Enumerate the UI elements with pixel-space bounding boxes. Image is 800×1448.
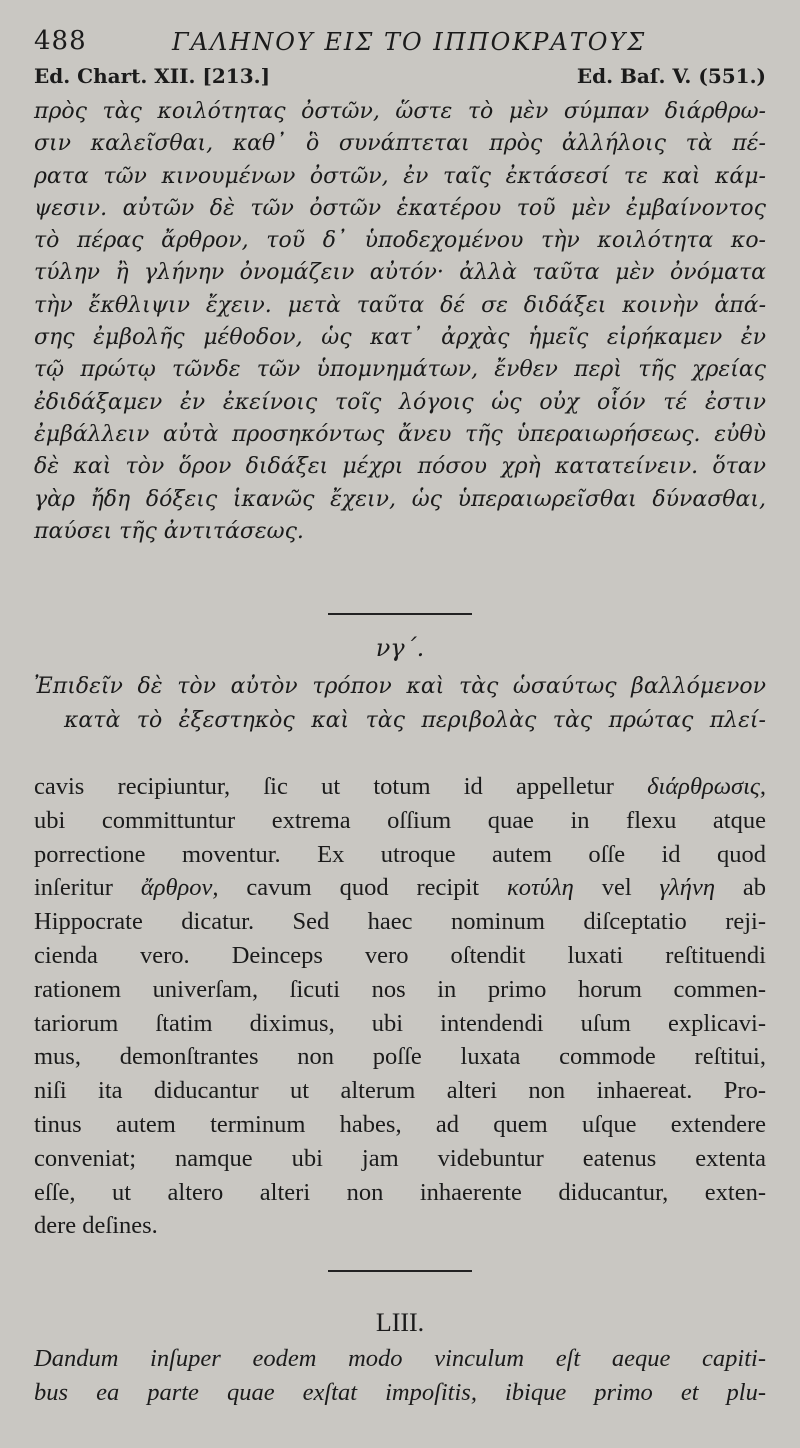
section-divider <box>328 613 472 615</box>
section-divider <box>328 1270 472 1272</box>
greek-line: σιν καλεῖσθαι, καθ᾽ ὃ συνάπτεται πρὸς ἀλλήλοις τὰ πέ- <box>34 131 766 157</box>
latin-line: tinus autem terminum habes, ad quem uſque extendere <box>34 1110 766 1138</box>
edition-reference-left: Ed. Chart. XII. [213.] <box>34 64 271 88</box>
latin-section-number: LIII. <box>375 1308 425 1337</box>
greek-line: ἐδιδάξαμεν ἐν ἐκείνοις τοῖς λόγοις ὡς οὐχ οἷόν τέ ἐστιν <box>34 389 766 415</box>
greek-line: τύλην ἢ γλήνην ὀνομάζειν αὐτόν· ἀλλὰ ταῦτα μὲν ὀνόματα <box>34 260 766 286</box>
greek-line: τὴν ἔκθλιψιν ἔχειν. μετὰ ταῦτα δέ σε διδάξει κοινὴν ἁπά- <box>34 292 766 318</box>
latin-line: conveniat; namque ubi jam videbuntur eatenus extenta <box>34 1144 766 1172</box>
latin-line: inſeritur ἄρθρον, cavum quod recipit κοτύλη vel γλήνη ab <box>34 874 767 902</box>
greek-term: κοτύλη <box>507 874 574 902</box>
greek-line: πρὸς τὰς κοιλότητας ὀστῶν, ὥστε τὸ μὲν σύμπαν διάρθρω- <box>34 99 766 124</box>
greek-section-text <box>34 670 766 738</box>
latin-line: cavis recipiuntur, ſic ut totum id appelletur διάρθρωσις, <box>34 773 766 800</box>
edition-reference-right: Ed. Baſ. V. (551.) <box>576 64 766 88</box>
greek-line: δὲ καὶ τὸν ὅρον διδάξει μέχρι πόσου χρὴ κατατείνειν. ὅταν <box>34 454 766 480</box>
running-header <box>34 26 766 66</box>
greek-line: ἐμβάλλειν αὐτὰ προσηκόντως ἄνευ τῆς ὑπεραιωρήσεως. εὐθὺ <box>34 421 766 447</box>
latin-line: ubi committuntur extrema oſſium quae in flexu atque <box>34 806 766 834</box>
latin-line: rationem univerſam, ſicuti nos in primo horum commen- <box>34 975 766 1003</box>
greek-line: ψεσιν. αὐτῶν δὲ τῶν ὀστῶν ἑκατέρου τοῦ μὲν ἐμβαίνοντος <box>34 195 766 221</box>
latin-line: dere deſines. <box>34 1212 158 1240</box>
latin-line: cienda vero. Deinceps vero oſtendit luxati reſtituendi <box>34 941 766 969</box>
edition-reference-line <box>34 64 766 94</box>
latin-line: Hippocrate dicatur. Sed haec nominum diſceptatio reji- <box>34 908 766 936</box>
greek-line: σης ἐμβολῆς μέθοδον, ὡς κατ᾽ ἀρχὰς ἡμεῖς εἰρήκαμεν ἐν <box>34 325 766 351</box>
latin-section-line: bus ea parte quae exſtat impoſitis, ibique primo et plu- <box>34 1379 766 1406</box>
greek-term: διάρθρωσις, <box>647 773 766 800</box>
greek-term: ἄρθρον, <box>140 874 219 902</box>
greek-section-line: Ἐπιδεῖν δὲ τὸν αὐτὸν τρόπον καὶ τὰς ὡσαύτως βαλλόμενον <box>34 674 766 699</box>
greek-line: τῷ πρώτῳ τῶνδε τῶν ὑπομνημάτων, ἔνθεν περὶ τῆς χρείας <box>34 357 766 383</box>
greek-line: ρατα τῶν κινουμένων ὀστῶν, ἐν ταῖς ἐκτάσεσί τε καὶ κάμ- <box>34 163 766 189</box>
latin-line: tariorum ſtatim diximus, ubi intendendi uſum explicavi- <box>34 1009 766 1037</box>
latin-line: eſſe, ut altero alteri non inhaerente diducantur, exten- <box>34 1178 766 1206</box>
greek-paragraph <box>34 96 766 548</box>
latin-section-text <box>34 1342 766 1410</box>
greek-line: γὰρ ἤδη δόξεις ἱκανῶς ἔχειν, ὡς ὑπεραιωρεῖσθαι δύνασθαι, <box>34 486 766 512</box>
greek-section-line: κατὰ τὸ ἐξεστηκὸς καὶ τὰς περιβολὰς τὰς πρώτας πλεί- <box>64 708 766 733</box>
latin-line: niſi ita diducantur ut alterum alteri non inhaereat. Pro- <box>34 1077 766 1105</box>
greek-line: τὸ πέρας ἄρθρον, τοῦ δ᾽ ὑποδεχομένου τὴν κοιλότητα κο- <box>34 228 766 254</box>
greek-line: παύσει τῆς ἀντιτάσεως. <box>34 518 304 544</box>
latin-line: porrectione moventur. Ex utroque autem oſſe id quod <box>34 840 766 868</box>
greek-term: γλήνη <box>659 874 715 902</box>
latin-section-line: Dandum inſuper eodem modo vinculum eſt aeque capiti- <box>34 1345 766 1372</box>
page-number: 488 <box>34 26 87 56</box>
latin-paragraph <box>34 770 766 1243</box>
latin-line: mus, demonſtrantes non poſſe luxata commode reſtitui, <box>34 1043 766 1071</box>
running-title: ΓΑΛΗΝΟΥ ΕΙΣ ΤΟ ΙΠΠΟΚΡΑΤΟΥΣ <box>172 28 647 56</box>
greek-section-number: νγ΄. <box>375 634 425 662</box>
